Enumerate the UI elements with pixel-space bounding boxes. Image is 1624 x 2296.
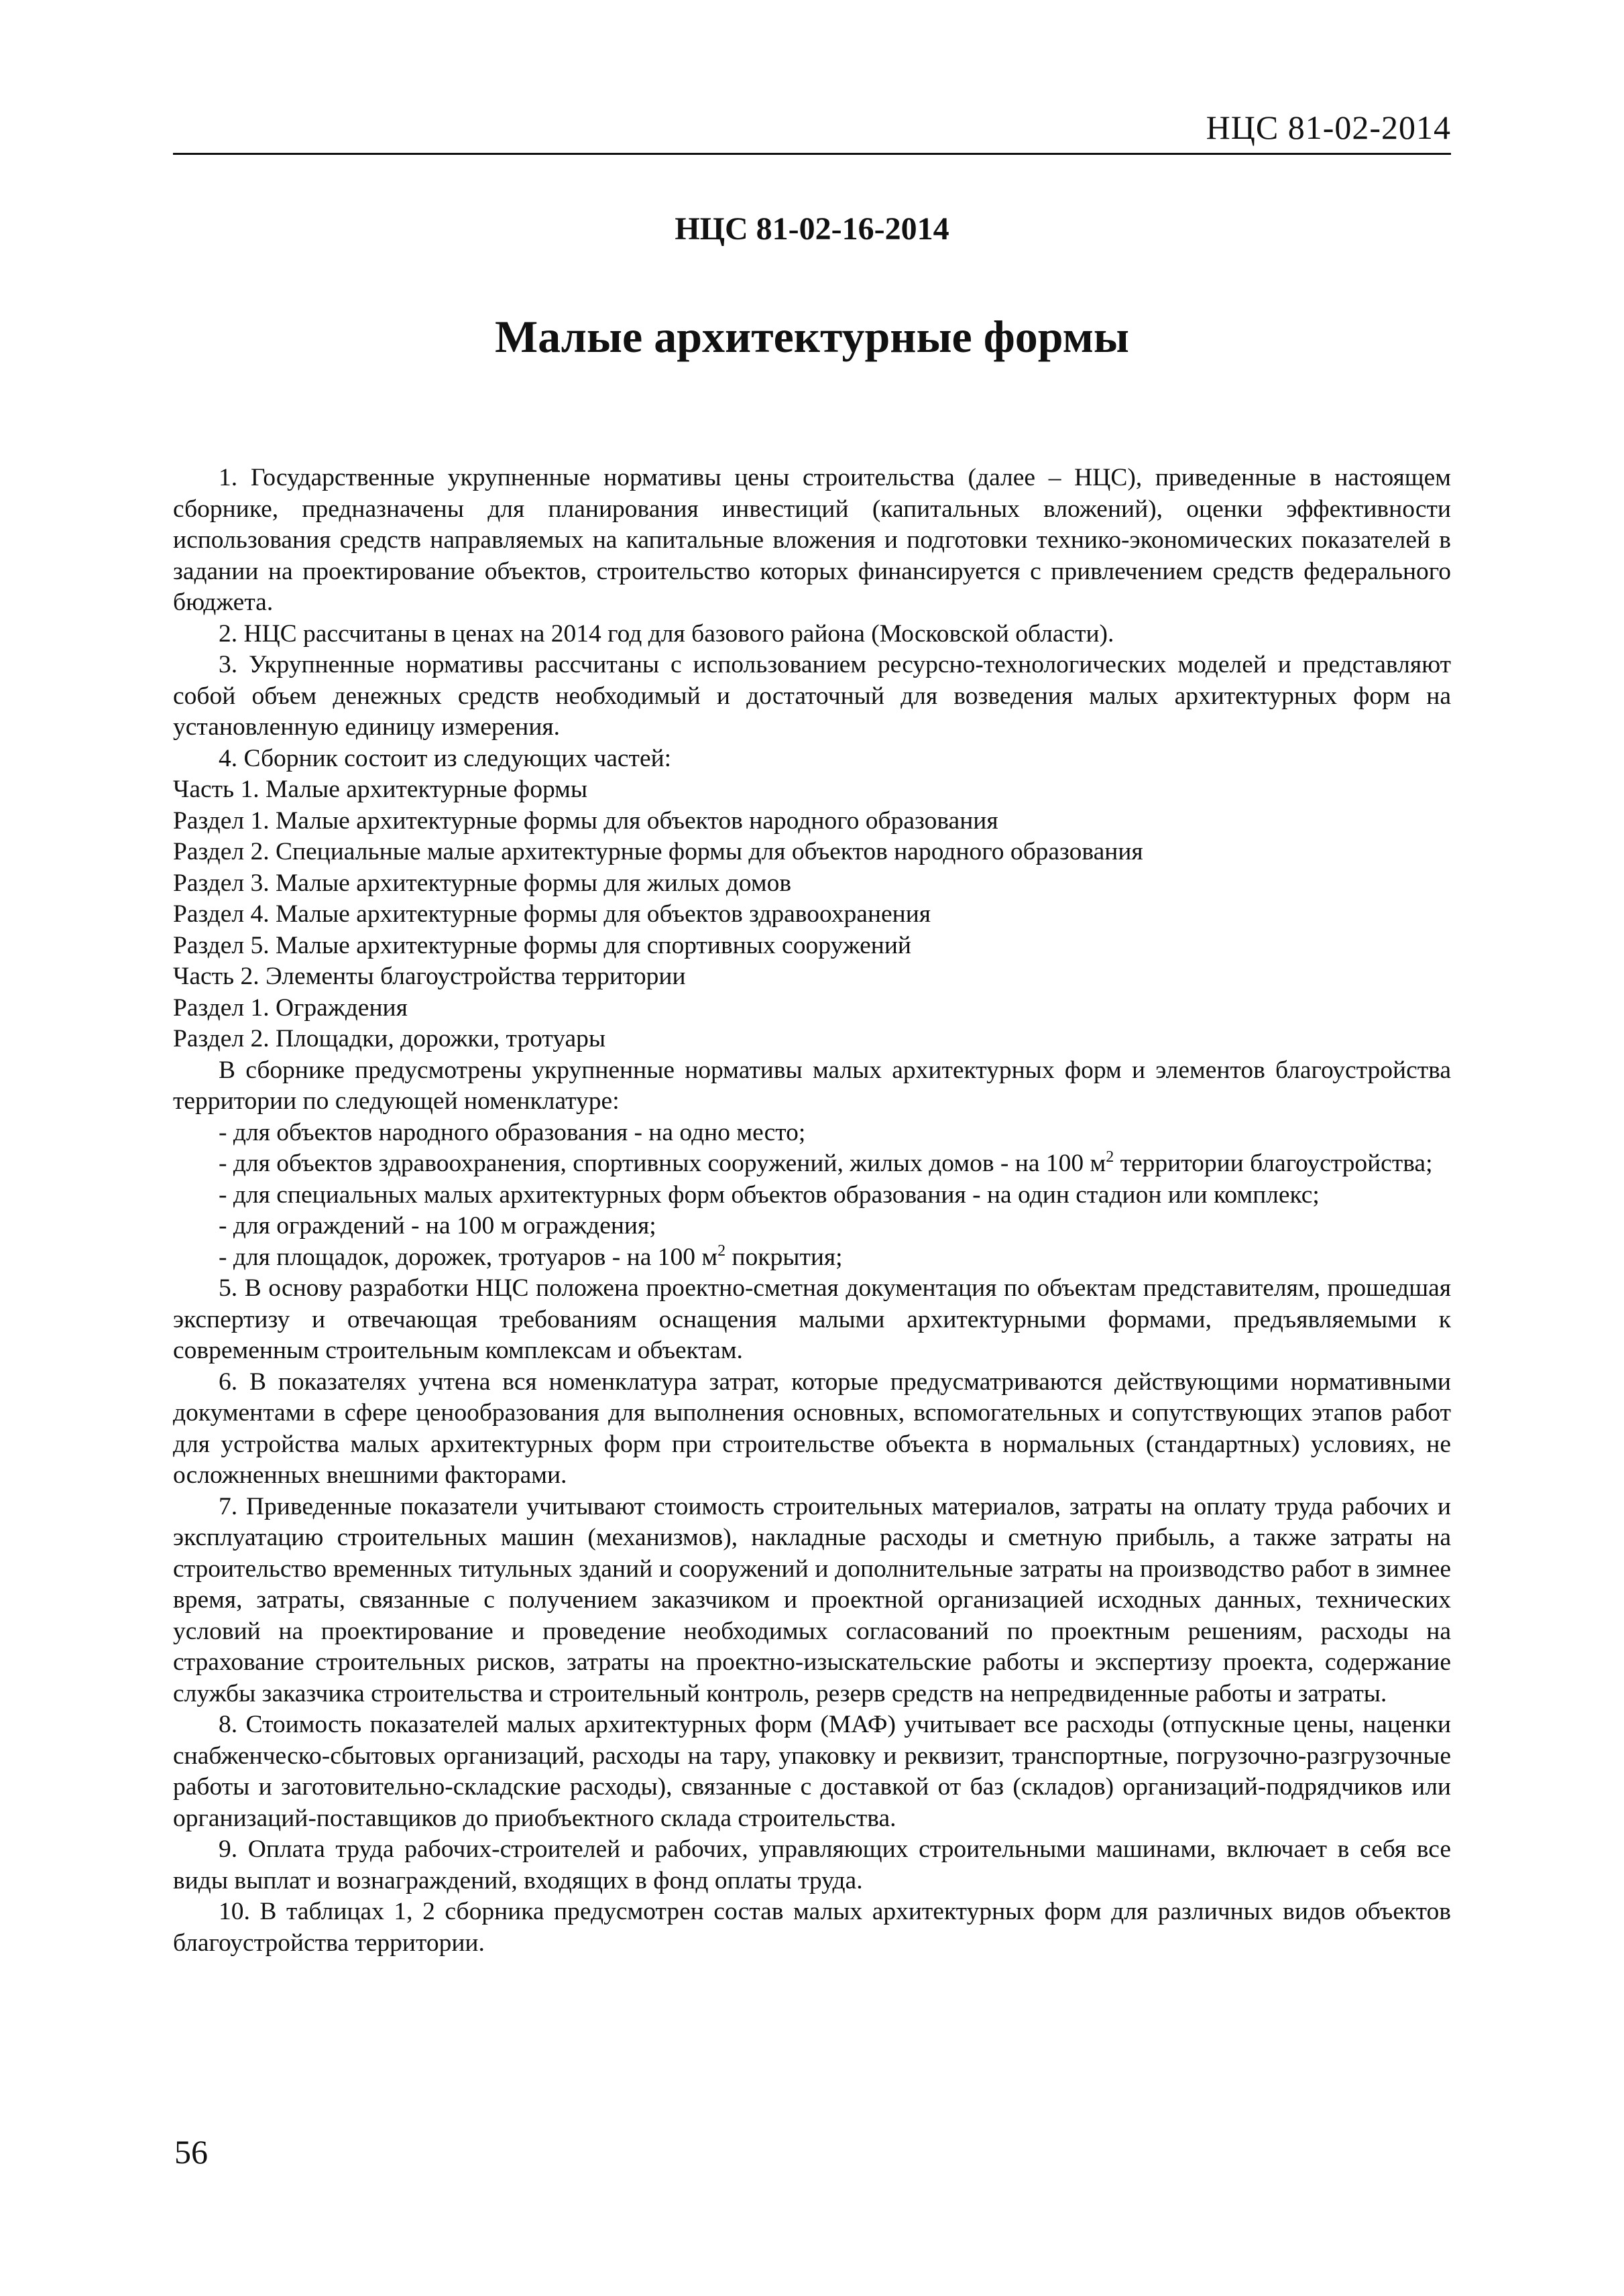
part-1-section-4: Раздел 4. Малые архитектурные формы для объектов здравоохранения [173,900,931,928]
nomenclature-item-5-text: - для площадок, дорожек, тротуаров - на 100 м [219,1243,718,1271]
header-divider [173,153,1451,155]
document-code: НЦС 81-02-16-2014 [675,211,949,247]
paragraph-5: 5. В основу разработки НЦС положена проектно-сметная документация по объектам представителям, прошедшая экспертизу и отвечающая требованиям оснащения малыми архитектурными формами, предъявляемыми к современным строительным комплексам и объектам. [173,1274,1451,1364]
paragraph-3: 3. Укрупненные нормативы рассчитаны с использованием ресурсно-технологических моделей и представляют собой объем денежных средств необходимый и достаточный для возведения малых архитектурных форм на установленную единицу измерения. [173,651,1451,741]
paragraph-10: 10. В таблицах 1, 2 сборника предусмотрен состав малых архитектурных форм для различных видов объектов благоустройства территории. [173,1898,1451,1957]
part-2-heading: Часть 2. Элементы благоустройства территории [173,963,686,990]
nomenclature-item-2-text: - для объектов здравоохранения, спортивных сооружений, жилых домов - на 100 м [219,1150,1106,1177]
part-1-section-2: Раздел 2. Специальные малые архитектурные формы для объектов народного образования [173,838,1143,865]
nomenclature-item-2 [173,1148,1451,1180]
paragraph-1: 1. Государственные укрупненные нормативы цены строительства (далее – НЦС), приведенные в настоящем сборнике, предназначены для планирования инвестиций (капитальных вложений), оценки эффективности использования средств направляемых на капитальные вложения и подготовки технико-экономических показателей в задании на проектирование объектов, строительство которых финансируется с привлечением средств федерального бюджета. [173,464,1451,616]
page-number: 56 [174,2133,208,2171]
header-document-code: НЦС 81-02-2014 [1206,109,1451,146]
part-1-heading: Часть 1. Малые архитектурные формы [173,776,588,803]
page-title: Малые архитектурные формы [495,311,1129,362]
paragraph-4: 4. Сборник состоит из следующих частей: [219,744,672,772]
superscript-2: 2 [1106,1148,1114,1166]
superscript-2: 2 [717,1242,726,1260]
nomenclature-item-4: - для ограждений - на 100 м ограждения; [219,1212,656,1240]
paragraph-8: 8. Стоимость показателей малых архитектурных форм (МАФ) учитывает все расходы (отпускные цены, наценки снабженческо-сбытовых организаций, расходы на тару, упаковку и реквизит, транспортные, погрузочно-разгрузочные работы и заготовительно-складские расходы), связанные с доставкой от баз (складов) организаций-подрядчиков или организаций-поставщиков до приобъектного склада строительства. [173,1711,1451,1832]
paragraph-6: 6. В показателях учтена вся номенклатура затрат, которые предусматриваются действующими нормативными документами в сфере ценообразования для выполнения основных, вспомогательных и сопутствующих этапов работ для устройства малых архитектурных форм при строительстве объекта в нормальных (стандартных) условиях, не осложненных внешними факторами. [173,1368,1451,1489]
paragraph-9: 9. Оплата труда рабочих-строителей и рабочих, управляющих строительными машинами, включает в себя все виды выплат и вознаграждений, входящих в фонд оплаты труда. [173,1835,1451,1894]
part-2-section-2: Раздел 2. Площадки, дорожки, тротуары [173,1025,606,1052]
part-2-section-1: Раздел 1. Ограждения [173,993,408,1022]
nomenclature-item-3: - для специальных малых архитектурных форм объектов образования - на один стадион или комплекс; [219,1181,1320,1209]
part-1-section-3: Раздел 3. Малые архитектурные формы для жилых домов [173,869,792,897]
nomenclature-item-2-tail: территории благоустройства; [1114,1150,1433,1177]
nomenclature-intro: В сборнике предусмотрены укрупненные нормативы малых архитектурных форм и элементов благоустройства территории по следующей номенклатуре: [173,1056,1451,1115]
paragraph-7: 7. Приведенные показатели учитывают стоимость строительных материалов, затраты на оплату труда рабочих и эксплуатацию строительных машин (механизмов), накладные расходы и сметную прибыль, а также затраты на строительство временных титульных зданий и сооружений и дополнительные затраты на производство работ в зимнее время, затраты, связанные с получением заказчиком и проектной организацией исходных данных, технических условий на проектирование и проведение необходимых согласований по проектным решениям, расходы на страхование строительных рисков, затраты на проектно-изыскательские работы и экспертизу проекта, содержание службы заказчика строительства и строительный контроль, резерв средств на непредвиденные работы и затраты. [173,1492,1451,1707]
part-1-section-5: Раздел 5. Малые архитектурные формы для спортивных сооружений [173,931,911,959]
document-body [173,463,1451,1959]
nomenclature-item-5-tail: покрытия; [726,1243,843,1271]
part-1-section-1: Раздел 1. Малые архитектурные формы для объектов народного образования [173,806,998,835]
paragraph-2: 2. НЦС рассчитаны в ценах на 2014 год для базового района (Московской области). [219,619,1114,648]
nomenclature-item-1: - для объектов народного образования - на одно место; [219,1118,806,1146]
nomenclature-item-5 [173,1242,1451,1274]
